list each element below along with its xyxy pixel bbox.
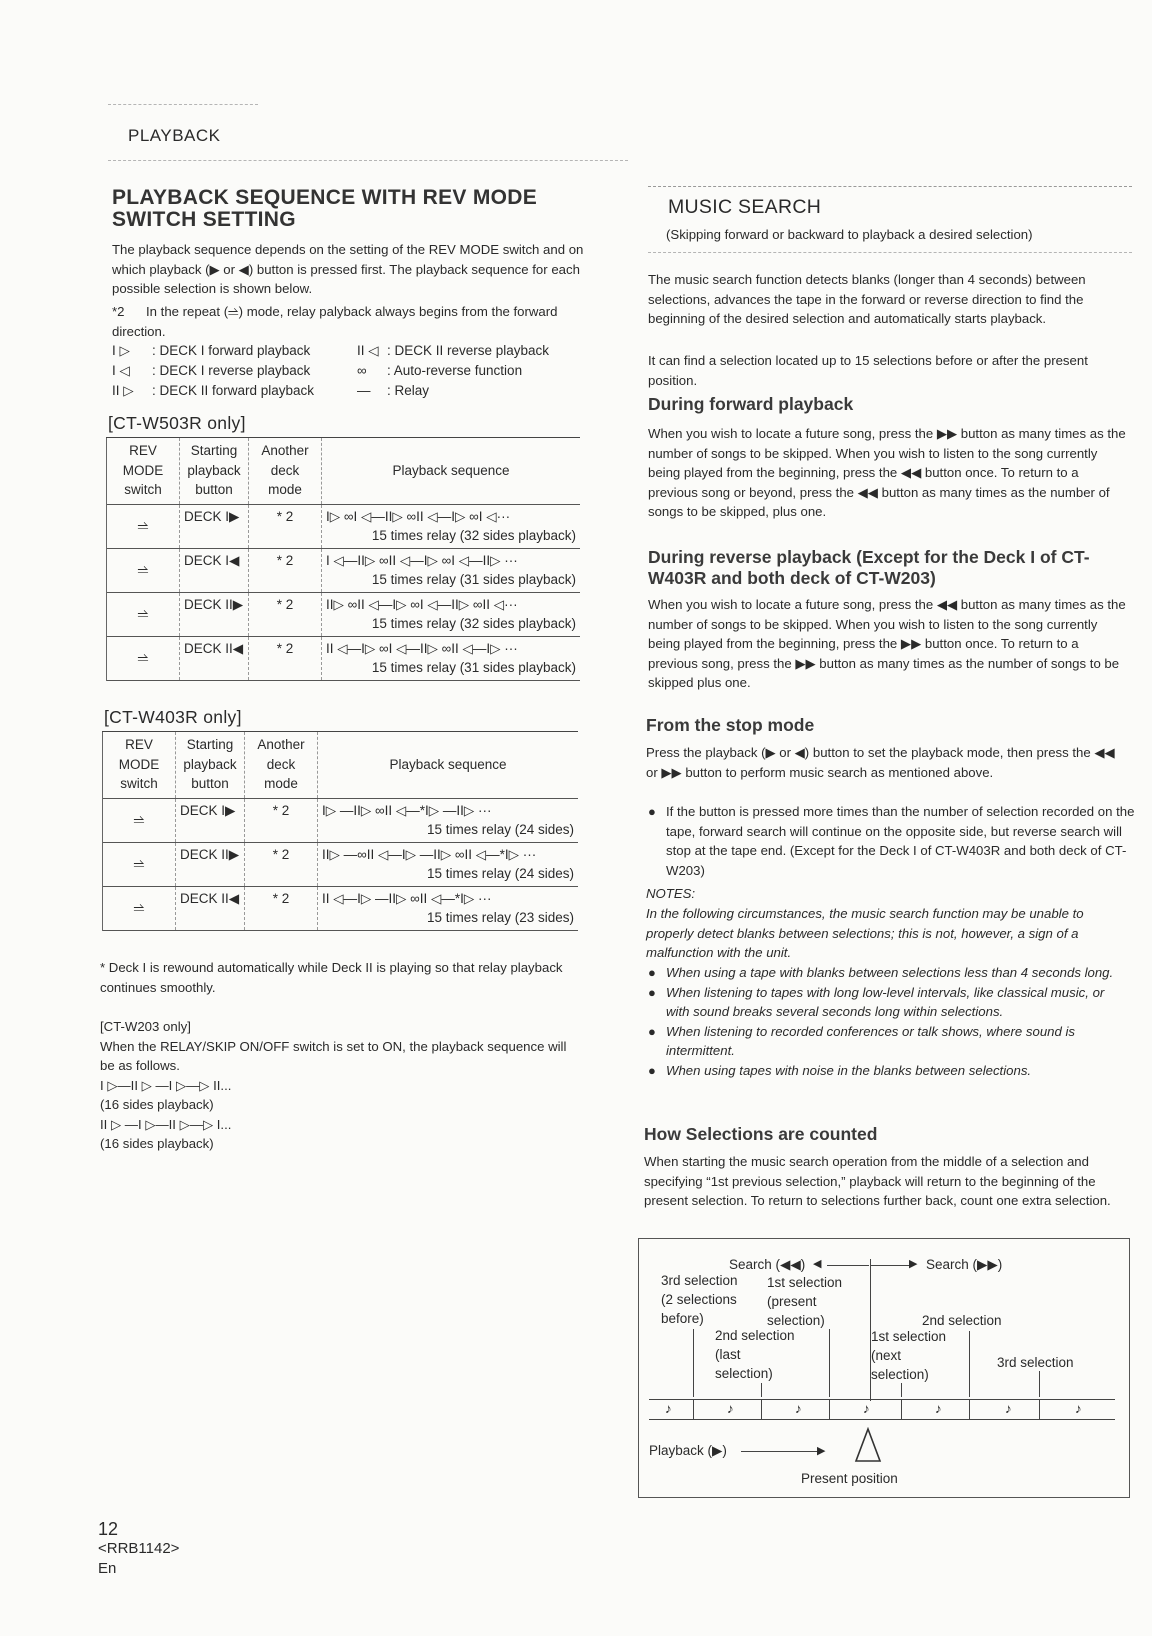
search-fwd-label: Search (▶▶) — [926, 1257, 1003, 1272]
w503-heading: [CT-W503R only] — [108, 413, 246, 433]
col-rev-mode: REV MODE switch — [107, 438, 180, 505]
first-next-label: 1st selection (next selection) — [871, 1329, 947, 1382]
legend-row — [112, 341, 587, 361]
music-note-icon: ♪ — [665, 1401, 672, 1416]
playback-label: Playback (▶) — [649, 1443, 727, 1458]
present-position-marker-icon — [853, 1427, 883, 1463]
pointer-line — [761, 1383, 762, 1397]
start-button: DECK II▶ — [180, 592, 249, 636]
table-row — [103, 798, 579, 842]
selection-diagram — [638, 1238, 1130, 1498]
music-note-icon: ♪ — [727, 1401, 734, 1416]
legend-symbol: I ◁ — [112, 363, 130, 378]
symbol-legend — [112, 341, 587, 401]
language-tag: En — [98, 1560, 117, 1577]
w403-table — [102, 731, 578, 931]
rev-switch-icon: ⥬ — [107, 636, 180, 680]
deck-mode: * 2 — [249, 636, 322, 680]
list-item: ● When using tapes with noise in the blanks between selections. — [646, 1061, 1128, 1081]
arrow-head-right-icon: ▶ — [817, 1445, 826, 1457]
music-note-icon: ♪ — [1075, 1401, 1082, 1416]
arrow-head-right-icon: ▶ — [909, 1258, 918, 1270]
legend-symbol: I ▷ — [112, 343, 130, 358]
w503-table — [106, 437, 580, 681]
table-row — [107, 504, 581, 548]
table-header-row — [103, 732, 579, 799]
legend-text: : DECK I forward playback — [152, 343, 311, 358]
blank-marker — [761, 1399, 762, 1419]
w203-seq2: II ▷ —I ▷—II ▷—▷ I... — [100, 1116, 232, 1132]
sequence-cell: I▷ ∞I ◁—II▷ ∞II ◁—I▷ ∞I ◁··· 15 times relay (32 sides playback) — [322, 504, 581, 548]
legend-row — [112, 361, 587, 381]
start-button: DECK I▶ — [176, 798, 245, 842]
tape-bottom-line — [649, 1419, 1115, 1420]
ms-paragraph-1: The music search function detects blanks (longer than 4 seconds) between selections, advances the tape in the forward or reverse direction to find the beginning of the desired selection and automatically starts playback. — [648, 272, 1086, 326]
legend-symbol: — — [357, 383, 371, 398]
legend-text: : Relay — [387, 383, 430, 398]
ms-paragraph-2: It can find a selection located up to 15 selections before or after the present position. — [648, 353, 1088, 388]
reverse-heading: During reverse playback (Except for the Deck I of CT-W403R and both deck of CT-W203) — [648, 547, 1090, 588]
sequence-cell: II ◁—I▷ ∞I ◁—II▷ ∞II ◁—I▷ ··· 15 times relay (31 sides playback) — [322, 636, 581, 680]
start-button: DECK I◀ — [180, 548, 249, 592]
deck-mode: * 2 — [249, 592, 322, 636]
third-prev-label: 3rd selection (2 selections before) — [661, 1273, 738, 1326]
stop-heading: From the stop mode — [646, 715, 815, 735]
list-item: ● When using a tape with blanks between selections less than 4 seconds long. — [646, 963, 1128, 983]
w203-seq1: I ▷—II ▷ —I ▷—▷ II... — [100, 1077, 232, 1093]
subtitle-rule — [648, 252, 1132, 253]
legend-row — [112, 381, 587, 401]
note-2-mark: *2 — [112, 304, 125, 319]
section-header: PLAYBACK — [128, 126, 221, 145]
start-button: DECK II▶ — [176, 842, 245, 886]
left-intro: The playback sequence depends on the setting of the REV MODE switch and on which playback (▶ or ◀) button is pressed first. The playback sequence for each possible selection is shown below. — [112, 242, 584, 296]
pointer-line — [829, 1329, 830, 1397]
legend-text: : DECK II forward playback — [152, 383, 315, 398]
reverse-paragraph: When you wish to locate a future song, press the ◀◀ button as many times as the number of songs to be skipped. When you wish to listen to the song currently being played from the beginning, press the ▶▶ button once. To return to a previous song, press the ▶▶ button as many times as the number of songs to be skipped plus one. — [648, 597, 1126, 690]
start-button: DECK II◀ — [180, 636, 249, 680]
legend-symbol: II ◁ — [357, 343, 379, 358]
w203-heading: [CT-W203 only] — [100, 1019, 191, 1034]
legend-symbol: ∞ — [357, 363, 367, 378]
blank-marker — [969, 1399, 970, 1419]
count-paragraph: When starting the music search operation from the middle of a selection and specifying “1st previous selection,” playback will return to the beginning of the present selection. To return to selections further back, count one extra selection. — [644, 1154, 1111, 1208]
list-item: ● When listening to recorded conferences or talk shows, where sound is intermittent. — [648, 1023, 1076, 1058]
rev-switch-icon: ⥬ — [107, 548, 180, 592]
pointer-line — [1039, 1371, 1040, 1397]
bullet-dot-icon: ● — [648, 984, 656, 1000]
music-note-icon: ♪ — [935, 1401, 942, 1416]
note-2-text: In the repeat (⥬) mode, relay palyback always begins from the forward direction. — [112, 304, 558, 339]
list-item: ● When listening to tapes with long low-level intervals, like classical music, or with sound breaks several seconds long within selections. — [648, 984, 1105, 1019]
rev-switch-icon: ⥬ — [103, 798, 176, 842]
stop-bullet-text: If the button is pressed more times than the number of selection recorded on the tape, forward search will continue on the opposite side, but reverse search will stop at the tape end. (Except for the Deck I of CT-W403R and both deck of CT-W203) — [666, 804, 1135, 878]
bullet-dot-icon: ● — [648, 1062, 656, 1078]
music-note-icon: ♪ — [795, 1401, 802, 1416]
deck-mode: * 2 — [249, 504, 322, 548]
left-title — [112, 187, 584, 231]
sequence-cell: II ◁—I▷ —II▷ ∞II ◁—*I▷ ··· 15 times relay (23 sides) — [318, 886, 579, 930]
blank-marker — [693, 1399, 694, 1419]
third-next-label: 3rd selection — [997, 1355, 1074, 1370]
table-row — [103, 842, 579, 886]
col-sequence: Playback sequence — [322, 438, 581, 505]
table-row — [107, 636, 581, 680]
left-title-line2: SWITCH SETTING — [112, 208, 296, 231]
pointer-line — [901, 1383, 902, 1397]
stop-bullet — [646, 802, 1148, 880]
search-back-label: Search (◀◀) — [729, 1257, 806, 1272]
stop-paragraph: Press the playback (▶ or ◀) button to set the playback mode, then press the ◀◀ or ▶▶ button to perform music search as mentioned above. — [646, 745, 1115, 780]
col-rev-mode: REV MODE switch — [103, 732, 176, 799]
notes-label: NOTES: — [646, 886, 696, 901]
pointer-line — [693, 1329, 694, 1397]
notes-list — [646, 963, 1128, 1080]
playback-arrow — [741, 1451, 821, 1452]
rev-switch-icon: ⥬ — [107, 504, 180, 548]
header-bottom-rule — [108, 160, 628, 161]
present-position-label: Present position — [801, 1471, 898, 1486]
music-note-icon: ♪ — [863, 1401, 870, 1416]
rev-switch-icon: ⥬ — [103, 842, 176, 886]
manual-code: <RRB1142> — [98, 1540, 180, 1557]
rewind-footnote: * Deck I is rewound automatically while Deck II is playing so that relay playback continues smoothly. — [100, 960, 563, 995]
bullet-dot-icon: ● — [648, 1023, 656, 1039]
w203-sides2: (16 sides playback) — [100, 1136, 214, 1151]
forward-heading: During forward playback — [648, 394, 854, 414]
sequence-cell: I ◁—II▷ ∞II ◁—I▷ ∞I ◁—II▷ ··· 15 times relay (31 sides playback) — [322, 548, 581, 592]
bullet-dot-icon: ● — [648, 965, 656, 980]
sequence-cell: II▷ —∞II ◁—I▷ —II▷ ∞II ◁—*I▷ ··· 15 times relay (24 sides) — [318, 842, 579, 886]
start-button: DECK II◀ — [176, 886, 245, 930]
forward-paragraph: When you wish to locate a future song, press the ▶▶ button as many times as the number of songs to be skipped. When you wish to listen to the song currently being played from the beginning, press the ◀◀ button once. To return to a previous song or beyond, press the ◀◀ button as many times as the number of songs to be skipped, plus one. — [648, 426, 1126, 519]
deck-mode: * 2 — [245, 886, 318, 930]
table-header-row — [107, 438, 581, 505]
w403-heading: [CT-W403R only] — [104, 707, 242, 727]
page-footer — [98, 1519, 179, 1579]
table-row — [103, 886, 579, 930]
w203-block — [100, 1017, 580, 1154]
first-prev-label: 1st selection (present selection) — [767, 1275, 843, 1328]
bullet-dot-icon: ● — [648, 804, 656, 819]
sequence-cell: I▷ —II▷ ∞II ◁—*I▷ —II▷ ··· 15 times relay (24 sides) — [318, 798, 579, 842]
col-another-deck: Another deck mode — [249, 438, 322, 505]
page-number: 12 — [98, 1519, 119, 1539]
header-top-rule — [108, 104, 258, 105]
music-search-top-rule — [648, 186, 1132, 187]
blank-marker — [829, 1399, 830, 1419]
col-starting-button: Starting playback button — [176, 732, 245, 799]
music-note-icon: ♪ — [1005, 1401, 1012, 1416]
search-fwd-arrow — [870, 1265, 912, 1266]
tape-top-line — [649, 1399, 1115, 1400]
arrow-head-left-icon: ◀ — [813, 1258, 822, 1270]
deck-mode: * 2 — [249, 548, 322, 592]
music-search-subtitle: (Skipping forward or backward to playback a desired selection) — [666, 227, 1033, 242]
start-button: DECK I▶ — [180, 504, 249, 548]
deck-mode: * 2 — [245, 842, 318, 886]
second-prev-label: 2nd selection (last selection) — [715, 1328, 795, 1381]
w203-text: When the RELAY/SKIP ON/OFF switch is set to ON, the playback sequence will be as follows. — [100, 1038, 567, 1073]
col-another-deck: Another deck mode — [245, 732, 318, 799]
legend-symbol: II ▷ — [112, 383, 134, 398]
legend-text: : Auto-reverse function — [387, 363, 523, 378]
legend-text: : DECK I reverse playback — [152, 363, 311, 378]
note-2 — [112, 302, 587, 341]
blank-marker — [1039, 1399, 1040, 1419]
left-title-line1: PLAYBACK SEQUENCE WITH REV MODE — [112, 186, 538, 209]
w203-sides1: (16 sides playback) — [100, 1097, 214, 1112]
count-heading: How Selections are counted — [644, 1124, 878, 1144]
notes-intro: In the following circumstances, the music search function may be unable to properly detect blanks between selections; this is not, however, a sign of a malfunction with the unit. — [646, 906, 1084, 960]
sequence-cell: II▷ ∞II ◁—I▷ ∞I ◁—II▷ ∞II ◁··· 15 times relay (32 sides playback) — [322, 592, 581, 636]
search-back-arrow — [827, 1265, 869, 1266]
table-row — [107, 592, 581, 636]
rev-switch-icon: ⥬ — [107, 592, 180, 636]
table-row — [107, 548, 581, 592]
deck-mode: * 2 — [245, 798, 318, 842]
music-search-title: MUSIC SEARCH — [668, 196, 822, 218]
rev-switch-icon: ⥬ — [103, 886, 176, 930]
pointer-line — [969, 1331, 970, 1397]
col-starting-button: Starting playback button — [180, 438, 249, 505]
col-sequence: Playback sequence — [318, 732, 579, 799]
blank-marker — [901, 1399, 902, 1419]
legend-text: : DECK II reverse playback — [387, 343, 550, 358]
second-next-label: 2nd selection — [922, 1313, 1002, 1328]
